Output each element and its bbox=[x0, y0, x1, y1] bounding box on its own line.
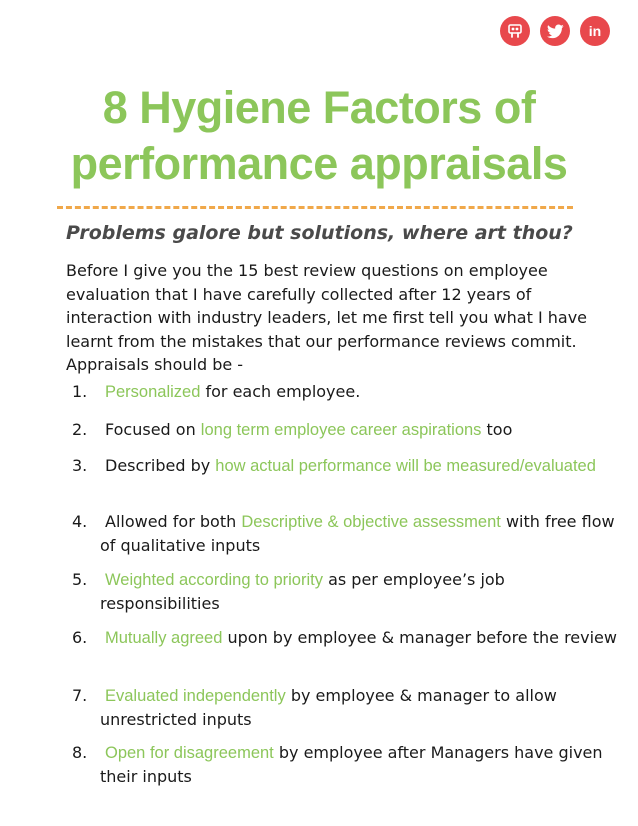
list-item bbox=[72, 626, 617, 650]
dashed-divider bbox=[57, 206, 573, 209]
item-rest: too bbox=[481, 420, 513, 439]
item-rest: for each employee. bbox=[200, 382, 361, 401]
list-item bbox=[72, 454, 617, 478]
intro-paragraph: Before I give you the 15 best review questions on employee evaluation that I have carefully collected after 12 years of interaction with industry leaders, let me first tell you what I have learnt from the mistakes that our performance reviews commit. Appraisals should be - bbox=[66, 261, 587, 374]
item-text bbox=[72, 741, 617, 788]
list-item bbox=[72, 418, 617, 442]
item-highlight: Open for disagreement bbox=[105, 744, 274, 762]
item-highlight: Descriptive & objective assessment bbox=[241, 513, 501, 531]
item-rest: by employee & manager to allow unrestricted inputs bbox=[100, 686, 557, 729]
twitter-button[interactable] bbox=[540, 16, 570, 46]
item-rest: upon by employee & manager before the review bbox=[222, 628, 617, 647]
list-item bbox=[72, 380, 617, 404]
title-line-1: 8 Hygiene Factors of bbox=[102, 82, 536, 133]
item-text bbox=[72, 626, 617, 650]
item-number: 3. bbox=[72, 456, 88, 475]
item-text bbox=[72, 510, 617, 557]
list-item bbox=[72, 510, 617, 557]
item-text bbox=[72, 454, 617, 478]
title-line-2: performance appraisals bbox=[70, 138, 568, 189]
item-pre: Allowed for both bbox=[105, 512, 242, 531]
linkedin-icon: in bbox=[588, 23, 602, 39]
item-number: 5. bbox=[72, 570, 88, 589]
subtitle: Problems galore but solutions, where art thou? bbox=[66, 222, 573, 244]
slideshare-button[interactable] bbox=[500, 16, 530, 46]
item-text bbox=[72, 568, 617, 615]
list-item bbox=[72, 741, 617, 788]
page-title bbox=[0, 80, 638, 192]
list-item bbox=[72, 684, 617, 731]
item-highlight: long term employee career aspirations bbox=[200, 421, 482, 439]
item-text bbox=[72, 380, 617, 404]
linkedin-button[interactable] bbox=[580, 16, 610, 46]
twitter-icon bbox=[547, 24, 564, 39]
list-item bbox=[72, 568, 617, 615]
social-icons bbox=[500, 16, 610, 46]
item-text bbox=[72, 418, 617, 442]
item-highlight: how actual performance will be measured/evaluated bbox=[215, 457, 596, 475]
item-rest: by employee after Managers have given their inputs bbox=[100, 743, 603, 786]
item-highlight: Personalized bbox=[105, 383, 201, 401]
item-pre: Focused on bbox=[105, 420, 201, 439]
item-number: 6. bbox=[72, 628, 88, 647]
item-rest: as per employee’s job responsibilities bbox=[100, 570, 505, 613]
slideshare-icon bbox=[507, 23, 523, 39]
item-highlight: Evaluated independently bbox=[105, 687, 286, 705]
item-number: 7. bbox=[72, 686, 88, 705]
item-number: 1. bbox=[72, 382, 88, 401]
item-pre: Described by bbox=[105, 456, 216, 475]
item-text bbox=[72, 684, 617, 731]
item-number: 4. bbox=[72, 512, 88, 531]
item-highlight: Mutually agreed bbox=[105, 629, 223, 647]
item-number: 2. bbox=[72, 420, 88, 439]
item-rest: with free flow of qualitative inputs bbox=[100, 512, 615, 555]
item-highlight: Weighted according to priority bbox=[105, 571, 323, 589]
item-number: 8. bbox=[72, 743, 88, 762]
